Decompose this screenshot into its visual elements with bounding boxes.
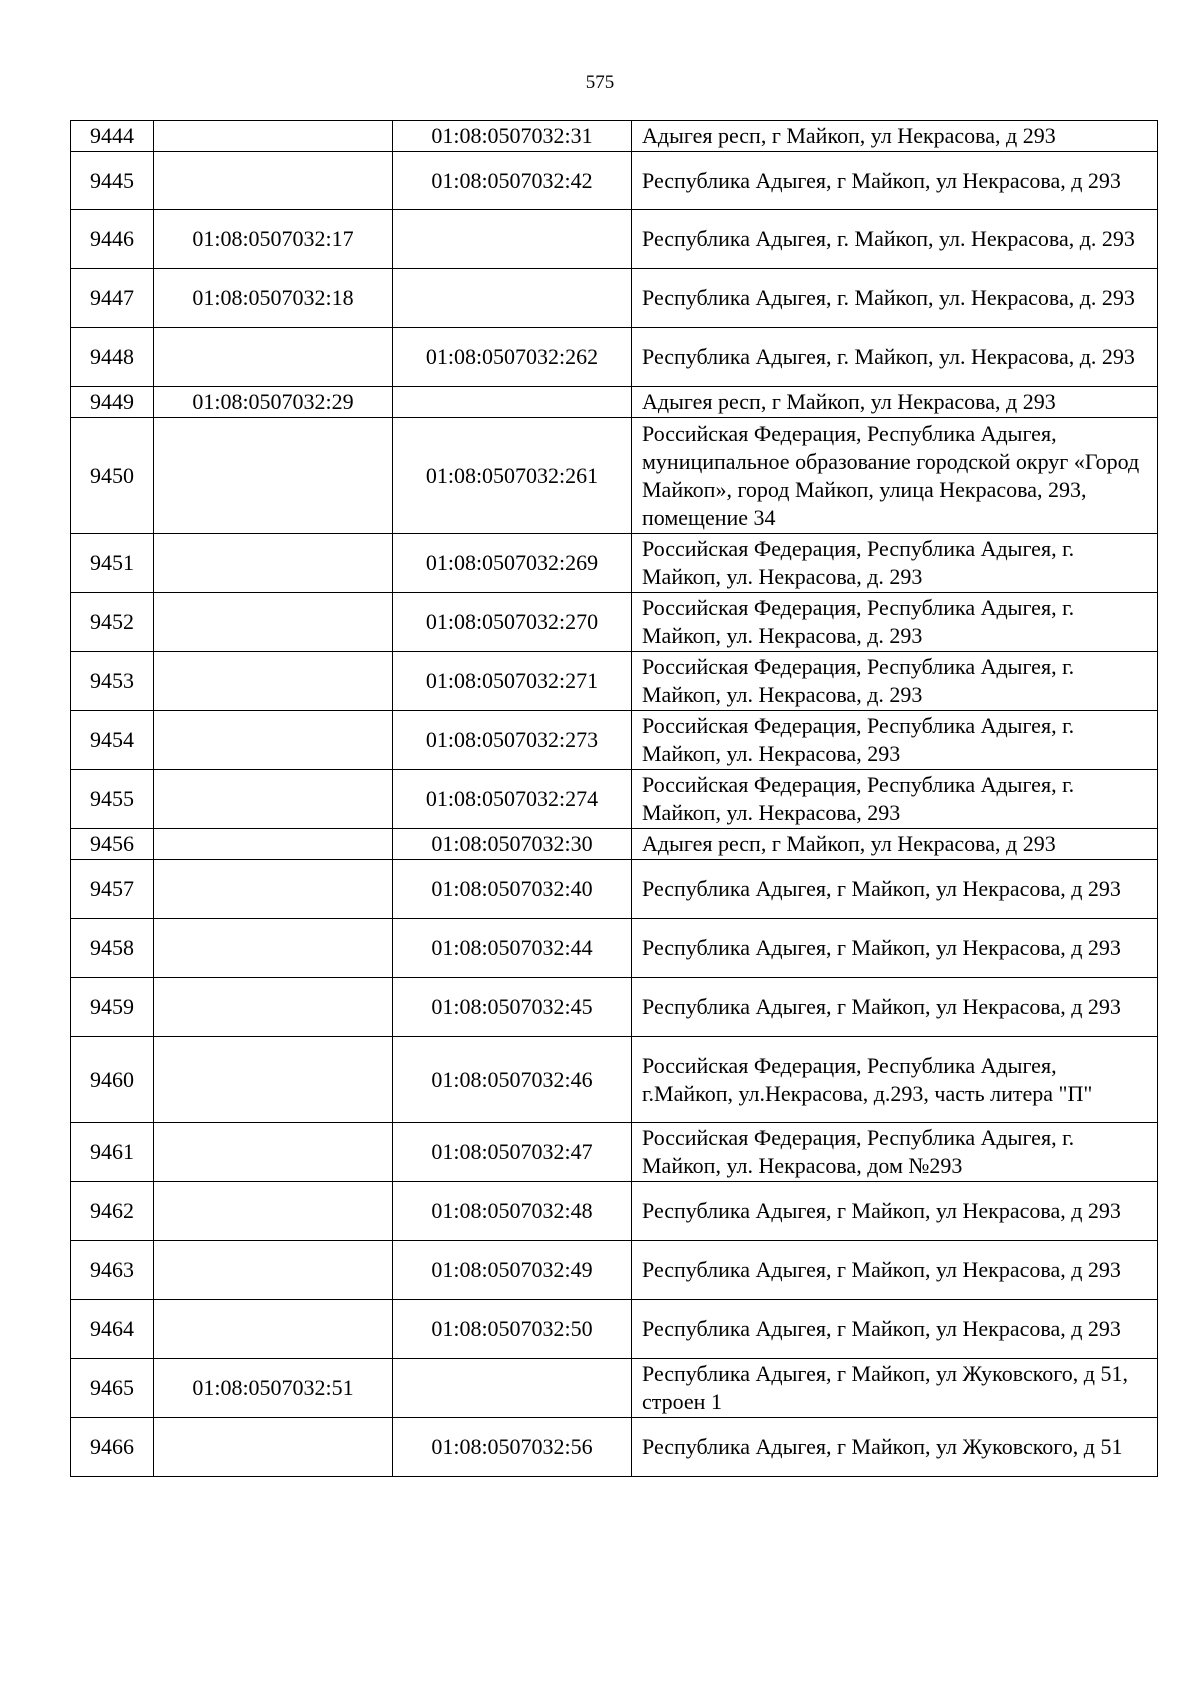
cadastral-number-secondary-cell	[393, 1359, 632, 1418]
cadastral-number-secondary-cell: 01:08:0507032:46	[393, 1037, 632, 1123]
cadastral-number-secondary-cell: 01:08:0507032:262	[393, 328, 632, 387]
row-number-cell: 9460	[71, 1037, 154, 1123]
table-row	[71, 829, 1158, 860]
cadastral-number-cell	[154, 770, 393, 829]
table-row	[71, 418, 1158, 534]
cadastral-number-secondary-cell: 01:08:0507032:44	[393, 919, 632, 978]
address-cell: Российская Федерация, Республика Адыгея, муниципальное образование городской округ «Город Майкоп», город Майкоп, улица Некрасова, 293, помещение 34	[632, 418, 1158, 534]
cadastral-number-cell	[154, 1300, 393, 1359]
row-number-cell: 9450	[71, 418, 154, 534]
page-number: 575	[585, 72, 615, 93]
cadastral-number-cell: 01:08:0507032:17	[154, 210, 393, 269]
table-row	[71, 534, 1158, 593]
row-number-cell: 9453	[71, 652, 154, 711]
cadastral-number-secondary-cell: 01:08:0507032:261	[393, 418, 632, 534]
address-cell: Республика Адыгея, г. Майкоп, ул. Некрасова, д. 293	[632, 328, 1158, 387]
cadastral-number-secondary-cell: 01:08:0507032:48	[393, 1182, 632, 1241]
address-cell: Адыгея респ, г Майкоп, ул Некрасова, д 293	[632, 829, 1158, 860]
table-row	[71, 269, 1158, 328]
row-number-cell: 9456	[71, 829, 154, 860]
table-row	[71, 1123, 1158, 1182]
row-number-cell: 9461	[71, 1123, 154, 1182]
address-cell: Республика Адыгея, г. Майкоп, ул. Некрасова, д. 293	[632, 210, 1158, 269]
table-row	[71, 387, 1158, 418]
registry-table-body	[71, 121, 1158, 1477]
row-number-cell: 9448	[71, 328, 154, 387]
cadastral-number-secondary-cell	[393, 387, 632, 418]
cadastral-number-cell	[154, 328, 393, 387]
cadastral-number-secondary-cell: 01:08:0507032:274	[393, 770, 632, 829]
cadastral-number-secondary-cell: 01:08:0507032:31	[393, 121, 632, 152]
cadastral-number-cell	[154, 829, 393, 860]
table-row	[71, 1418, 1158, 1477]
table-row	[71, 121, 1158, 152]
cadastral-number-cell	[154, 1037, 393, 1123]
registry-table	[70, 120, 1158, 1477]
cadastral-number-secondary-cell: 01:08:0507032:42	[393, 152, 632, 210]
cadastral-number-cell	[154, 652, 393, 711]
cadastral-number-secondary-cell: 01:08:0507032:273	[393, 711, 632, 770]
row-number-cell: 9455	[71, 770, 154, 829]
cadastral-number-secondary-cell	[393, 210, 632, 269]
row-number-cell: 9445	[71, 152, 154, 210]
address-cell: Республика Адыгея, г Майкоп, ул Некрасова, д 293	[632, 860, 1158, 919]
address-cell: Республика Адыгея, г. Майкоп, ул. Некрасова, д. 293	[632, 269, 1158, 328]
address-cell: Российская Федерация, Республика Адыгея, г.Майкоп, ул.Некрасова, д.293, часть литера "П"	[632, 1037, 1158, 1123]
table-row	[71, 1241, 1158, 1300]
address-cell: Российская Федерация, Республика Адыгея, г. Майкоп, ул. Некрасова, дом №293	[632, 1123, 1158, 1182]
cadastral-number-cell	[154, 711, 393, 770]
table-row	[71, 919, 1158, 978]
cadastral-number-secondary-cell: 01:08:0507032:30	[393, 829, 632, 860]
cadastral-number-cell	[154, 1418, 393, 1477]
row-number-cell: 9444	[71, 121, 154, 152]
address-cell: Республика Адыгея, г Майкоп, ул Некрасова, д 293	[632, 919, 1158, 978]
address-cell: Адыгея респ, г Майкоп, ул Некрасова, д 293	[632, 121, 1158, 152]
row-number-cell: 9449	[71, 387, 154, 418]
cadastral-number-cell	[154, 121, 393, 152]
row-number-cell: 9451	[71, 534, 154, 593]
address-cell: Республика Адыгея, г Майкоп, ул Некрасова, д 293	[632, 1300, 1158, 1359]
address-cell: Российская Федерация, Республика Адыгея, г. Майкоп, ул. Некрасова, 293	[632, 711, 1158, 770]
row-number-cell: 9458	[71, 919, 154, 978]
table-row	[71, 593, 1158, 652]
cadastral-number-secondary-cell: 01:08:0507032:40	[393, 860, 632, 919]
address-cell: Республика Адыгея, г Майкоп, ул Некрасова, д 293	[632, 978, 1158, 1037]
cadastral-number-cell	[154, 1241, 393, 1300]
table-row	[71, 1300, 1158, 1359]
row-number-cell: 9466	[71, 1418, 154, 1477]
row-number-cell: 9463	[71, 1241, 154, 1300]
row-number-cell: 9454	[71, 711, 154, 770]
address-cell: Республика Адыгея, г Майкоп, ул Некрасова, д 293	[632, 1241, 1158, 1300]
table-row	[71, 328, 1158, 387]
table-row	[71, 210, 1158, 269]
table-row	[71, 978, 1158, 1037]
address-cell: Республика Адыгея, г Майкоп, ул Некрасова, д 293	[632, 1182, 1158, 1241]
cadastral-number-secondary-cell: 01:08:0507032:50	[393, 1300, 632, 1359]
cadastral-number-cell	[154, 919, 393, 978]
cadastral-number-cell: 01:08:0507032:51	[154, 1359, 393, 1418]
table-row	[71, 1182, 1158, 1241]
address-cell: Республика Адыгея, г Майкоп, ул Жуковского, д 51	[632, 1418, 1158, 1477]
cadastral-number-secondary-cell: 01:08:0507032:47	[393, 1123, 632, 1182]
row-number-cell: 9447	[71, 269, 154, 328]
cadastral-number-cell	[154, 1182, 393, 1241]
cadastral-number-secondary-cell: 01:08:0507032:56	[393, 1418, 632, 1477]
address-cell: Российская Федерация, Республика Адыгея, г. Майкоп, ул. Некрасова, д. 293	[632, 593, 1158, 652]
address-cell: Республика Адыгея, г Майкоп, ул Жуковского, д 51, строен 1	[632, 1359, 1158, 1418]
table-row	[71, 152, 1158, 210]
cadastral-number-secondary-cell: 01:08:0507032:271	[393, 652, 632, 711]
table-row	[71, 711, 1158, 770]
cadastral-number-secondary-cell	[393, 269, 632, 328]
cadastral-number-cell	[154, 152, 393, 210]
row-number-cell: 9446	[71, 210, 154, 269]
address-cell: Российская Федерация, Республика Адыгея, г. Майкоп, ул. Некрасова, д. 293	[632, 652, 1158, 711]
cadastral-number-cell	[154, 860, 393, 919]
row-number-cell: 9462	[71, 1182, 154, 1241]
cadastral-number-cell: 01:08:0507032:18	[154, 269, 393, 328]
row-number-cell: 9464	[71, 1300, 154, 1359]
table-row	[71, 652, 1158, 711]
cadastral-number-cell	[154, 534, 393, 593]
cadastral-number-secondary-cell: 01:08:0507032:49	[393, 1241, 632, 1300]
row-number-cell: 9452	[71, 593, 154, 652]
cadastral-number-secondary-cell: 01:08:0507032:45	[393, 978, 632, 1037]
cadastral-number-cell	[154, 593, 393, 652]
cadastral-number-cell	[154, 1123, 393, 1182]
table-row	[71, 860, 1158, 919]
row-number-cell: 9465	[71, 1359, 154, 1418]
cadastral-number-cell: 01:08:0507032:29	[154, 387, 393, 418]
cadastral-number-cell	[154, 978, 393, 1037]
address-cell: Российская Федерация, Республика Адыгея, г. Майкоп, ул. Некрасова, д. 293	[632, 534, 1158, 593]
address-cell: Республика Адыгея, г Майкоп, ул Некрасова, д 293	[632, 152, 1158, 210]
table-row	[71, 1037, 1158, 1123]
address-cell: Адыгея респ, г Майкоп, ул Некрасова, д 293	[632, 387, 1158, 418]
table-row	[71, 770, 1158, 829]
table-row	[71, 1359, 1158, 1418]
cadastral-number-secondary-cell: 01:08:0507032:270	[393, 593, 632, 652]
row-number-cell: 9457	[71, 860, 154, 919]
row-number-cell: 9459	[71, 978, 154, 1037]
cadastral-number-cell	[154, 418, 393, 534]
cadastral-number-secondary-cell: 01:08:0507032:269	[393, 534, 632, 593]
address-cell: Российская Федерация, Республика Адыгея, г. Майкоп, ул. Некрасова, 293	[632, 770, 1158, 829]
